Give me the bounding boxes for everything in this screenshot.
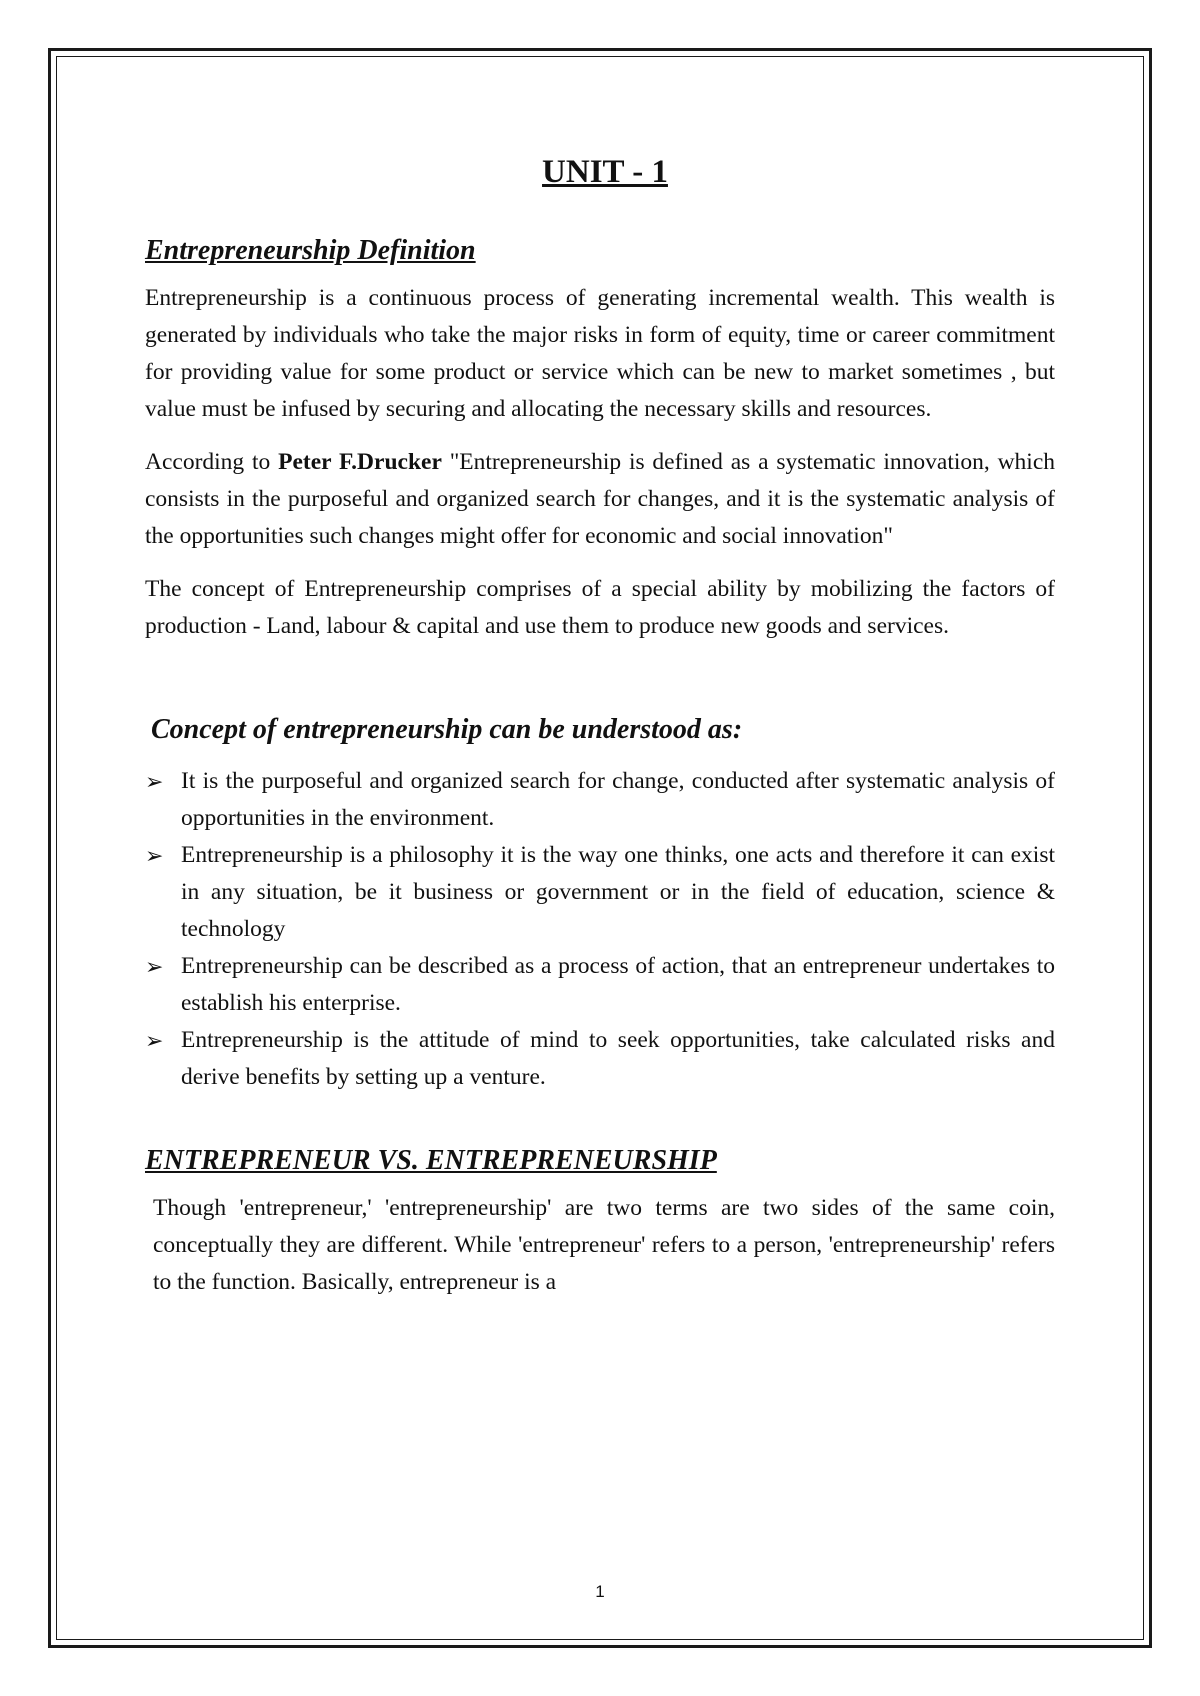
concept-list — [145, 763, 1055, 1096]
drucker-paragraph — [145, 444, 1055, 555]
page-number: 1 — [595, 1582, 605, 1601]
concept-paragraph: The concept of Entrepreneurship comprises of a special ability by mobilizing the factors of production - Land, labour & capital and use them to produce new goods and services. — [145, 576, 1055, 639]
list-item-text: Entrepreneurship is a philosophy it is the way one thinks, one acts and therefore it can exist in any situation, be it business or government or in the field of education, science & technology — [181, 842, 1055, 942]
drucker-name: Peter F.Drucker — [278, 449, 442, 475]
comparison-paragraph: Though 'entrepreneur,' 'entrepreneurship' are two terms are two sides of the same coin, conceptually they are different. While 'entrepreneur' refers to a person, 'entrepreneurship' refers to the function. Basically, entrepreneur is a — [153, 1195, 1055, 1295]
document-body — [145, 140, 1055, 1317]
list-item-text: It is the purposeful and organized search for change, conducted after systematic analysis of opportunities in the environment. — [181, 768, 1055, 831]
list-item — [145, 948, 1055, 1022]
list-item — [145, 763, 1055, 837]
unit-title: UNIT - 1 — [542, 154, 668, 190]
definition-paragraph: Entrepreneurship is a continuous process of generating incremental wealth. This wealth is generated by individuals who take the major risks in form of equity, time or career commitment for providing value for some product or service which can be new to market sometimes , but value must be infused by securing and allocating the necessary skills and resources. — [145, 285, 1055, 422]
list-item — [145, 837, 1055, 948]
definition-heading: Entrepreneurship Definition — [145, 235, 476, 266]
concept-heading: Concept of entrepreneurship can be understood as: — [151, 714, 743, 745]
list-item — [145, 1022, 1055, 1096]
arrowhead-icon: ➢ — [145, 769, 164, 794]
comparison-heading: ENTREPRENEUR VS. ENTREPRENEURSHIP — [145, 1145, 717, 1176]
list-item-text: Entrepreneurship is the attitude of mind to seek opportunities, take calculated risks and derive benefits by setting up a venture. — [181, 1027, 1055, 1090]
list-item-text: Entrepreneurship can be described as a process of action, that an entrepreneur undertakes to establish his enterprise. — [181, 953, 1055, 1016]
drucker-prefix: According to — [145, 449, 279, 475]
arrowhead-icon: ➢ — [145, 843, 164, 868]
drucker-quote: "Entrepreneurship is defined as a systematic innovation, which consists in the purposeful and organized search for changes, and it is the systematic analysis of the opportunities such changes might offer for economic and social innovation" — [145, 449, 1056, 549]
arrowhead-icon: ➢ — [145, 1028, 164, 1053]
arrowhead-icon: ➢ — [145, 954, 164, 979]
